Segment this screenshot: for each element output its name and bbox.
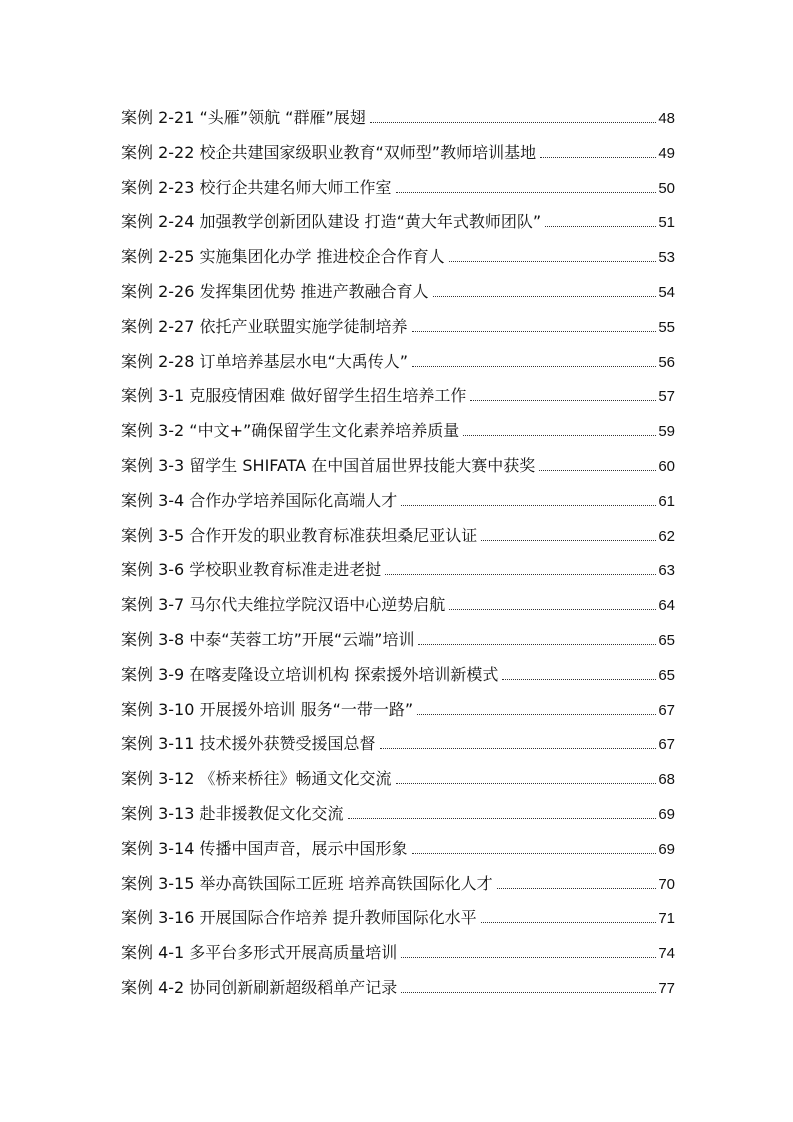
toc-entry[interactable]: [121, 727, 675, 762]
toc-entry-page-number: 63: [658, 562, 675, 580]
toc-entry[interactable]: [121, 971, 675, 1006]
toc-entry-page-number: 48: [658, 110, 675, 127]
toc-entry-title: 案例 3-14 传播中国声音，展示中国形象: [121, 838, 408, 858]
toc-entry[interactable]: [121, 205, 675, 240]
toc-entry-title: 案例 3-13 赴非援教促文化交流: [121, 803, 344, 823]
dot-leader: [401, 957, 656, 958]
dot-leader: [418, 644, 656, 645]
toc-entry-title: 案例 3-9 在喀麦隆设立培训机构 探索援外培训新模式: [121, 664, 499, 684]
toc-entry[interactable]: [121, 936, 675, 971]
toc-entry[interactable]: [121, 832, 675, 867]
toc-entry[interactable]: [121, 345, 675, 380]
toc-entry[interactable]: [121, 693, 675, 728]
toc-entry-page-number: 67: [658, 736, 675, 754]
toc-entry-title: 案例 4-1 多平台多形式开展高质量培训: [121, 943, 398, 963]
dot-leader: [540, 157, 656, 158]
toc-entry[interactable]: [121, 414, 675, 449]
toc-entry[interactable]: [121, 136, 675, 171]
dot-leader: [463, 435, 656, 436]
dot-leader: [497, 888, 657, 889]
toc-entry[interactable]: [121, 867, 675, 902]
toc-entry-page-number: 54: [658, 283, 675, 301]
toc-entry[interactable]: [121, 762, 675, 797]
toc-entry[interactable]: [121, 171, 675, 206]
toc-entry-title: 案例 2-22 校企共建国家级职业教育“双师型”教师培训基地: [121, 142, 537, 162]
toc-entry-title: 案例 2-27 依托产业联盟实施学徒制培养: [121, 316, 408, 336]
toc-entry[interactable]: [121, 310, 675, 345]
dot-leader: [385, 574, 656, 575]
toc-entry-page-number: 53: [658, 249, 675, 267]
dot-leader: [417, 714, 656, 715]
dot-leader: [449, 609, 656, 610]
toc-entry-page-number: 71: [658, 910, 675, 928]
table-of-contents: [121, 101, 675, 1006]
dot-leader: [396, 783, 657, 784]
toc-entry-page-number: 59: [658, 423, 675, 441]
toc-entry[interactable]: [121, 484, 675, 519]
toc-entry-page-number: 55: [658, 318, 675, 336]
toc-entry[interactable]: [121, 797, 675, 832]
toc-entry-page-number: 77: [658, 979, 675, 997]
toc-entry[interactable]: [121, 240, 675, 275]
toc-entry-page-number: 60: [658, 457, 675, 475]
toc-entry-title: 案例 3-2 “中文+”确保留学生文化素养培养质量: [121, 421, 460, 441]
toc-entry[interactable]: [121, 449, 675, 484]
toc-entry-page-number: 67: [658, 701, 675, 719]
toc-entry-title: 案例 3-11 技术援外获赞受援国总督: [121, 734, 376, 754]
toc-entry-page-number: 61: [658, 492, 675, 510]
toc-entry-page-number: 70: [658, 875, 675, 893]
toc-entry-title: 案例 2-25 实施集团化办学 推进校企合作育人: [121, 247, 445, 267]
toc-entry-title: 案例 2-28 订单培养基层水电“大禹传人”: [121, 351, 409, 371]
toc-entry[interactable]: [121, 275, 675, 310]
dot-leader: [412, 853, 657, 854]
toc-entry-title: 案例 3-5 合作开发的职业教育标准获坦桑尼亚认证: [121, 525, 478, 545]
toc-entry-title: 案例 3-8 中泰“芙蓉工坊”开展“云端”培训: [121, 629, 415, 649]
toc-entry-title: 案例 3-10 开展援外培训 服务“一带一路”: [121, 699, 414, 719]
toc-entry-title: 案例 3-12 《桥来桥往》畅通文化交流: [121, 769, 392, 789]
toc-entry-page-number: 49: [658, 144, 675, 162]
toc-entry[interactable]: [121, 553, 675, 588]
dot-leader: [396, 192, 657, 193]
toc-entry-page-number: 64: [658, 597, 675, 615]
toc-entry-title: 案例 2-21 “头雁”领航 “群雁”展翅: [121, 108, 366, 127]
toc-entry-page-number: 62: [658, 527, 675, 545]
dot-leader: [401, 992, 656, 993]
toc-entry-title: 案例 2-26 发挥集团优势 推进产教融合育人: [121, 281, 429, 301]
dot-leader: [502, 679, 656, 680]
dot-leader: [412, 331, 657, 332]
toc-entry-title: 案例 2-23 校行企共建名师大师工作室: [121, 177, 392, 197]
toc-entry-title: 案例 3-6 学校职业教育标准走进老挝: [121, 560, 382, 580]
dot-leader: [449, 261, 657, 262]
toc-entry-page-number: 69: [658, 805, 675, 823]
toc-entry-page-number: 65: [658, 631, 675, 649]
toc-entry-title: 案例 2-24 加强教学创新团队建设 打造“黄大年式教师团队”: [121, 212, 542, 232]
toc-entry[interactable]: [121, 658, 675, 693]
dot-leader: [380, 748, 657, 749]
toc-entry[interactable]: [121, 101, 675, 136]
toc-entry-page-number: 68: [658, 771, 675, 789]
toc-entry-title: 案例 3-4 合作办学培养国际化高端人才: [121, 490, 398, 510]
dot-leader: [539, 470, 656, 471]
toc-entry[interactable]: [121, 901, 675, 936]
dot-leader: [481, 922, 657, 923]
toc-entry-page-number: 65: [658, 666, 675, 684]
toc-entry-title: 案例 3-15 举办高铁国际工匠班 培养高铁国际化人才: [121, 873, 493, 893]
dot-leader: [401, 505, 656, 506]
toc-entry-page-number: 56: [658, 353, 675, 371]
dot-leader: [545, 226, 656, 227]
toc-entry[interactable]: [121, 623, 675, 658]
toc-entry[interactable]: [121, 379, 675, 414]
dot-leader: [412, 366, 656, 367]
toc-entry[interactable]: [121, 588, 675, 623]
dot-leader: [348, 818, 657, 819]
toc-entry-page-number: 57: [658, 388, 675, 406]
toc-entry-title: 案例 3-7 马尔代夫维拉学院汉语中心逆势启航: [121, 595, 446, 615]
toc-entry-page-number: 50: [658, 179, 675, 197]
toc-entry[interactable]: [121, 519, 675, 554]
toc-entry-page-number: 74: [658, 945, 675, 963]
dot-leader: [370, 122, 657, 123]
toc-entry-page-number: 69: [658, 840, 675, 858]
toc-entry-title: 案例 3-1 克服疫情困难 做好留学生招生培养工作: [121, 386, 467, 406]
toc-entry-page-number: 51: [658, 214, 675, 232]
toc-entry-title: 案例 3-3 留学生 SHIFATA 在中国首届世界技能大赛中获奖: [121, 455, 536, 475]
dot-leader: [470, 400, 656, 401]
dot-leader: [433, 296, 657, 297]
toc-entry-title: 案例 3-16 开展国际合作培养 提升教师国际化水平: [121, 908, 477, 928]
toc-entry-title: 案例 4-2 协同创新刷新超级稻单产记录: [121, 977, 398, 997]
dot-leader: [481, 540, 656, 541]
